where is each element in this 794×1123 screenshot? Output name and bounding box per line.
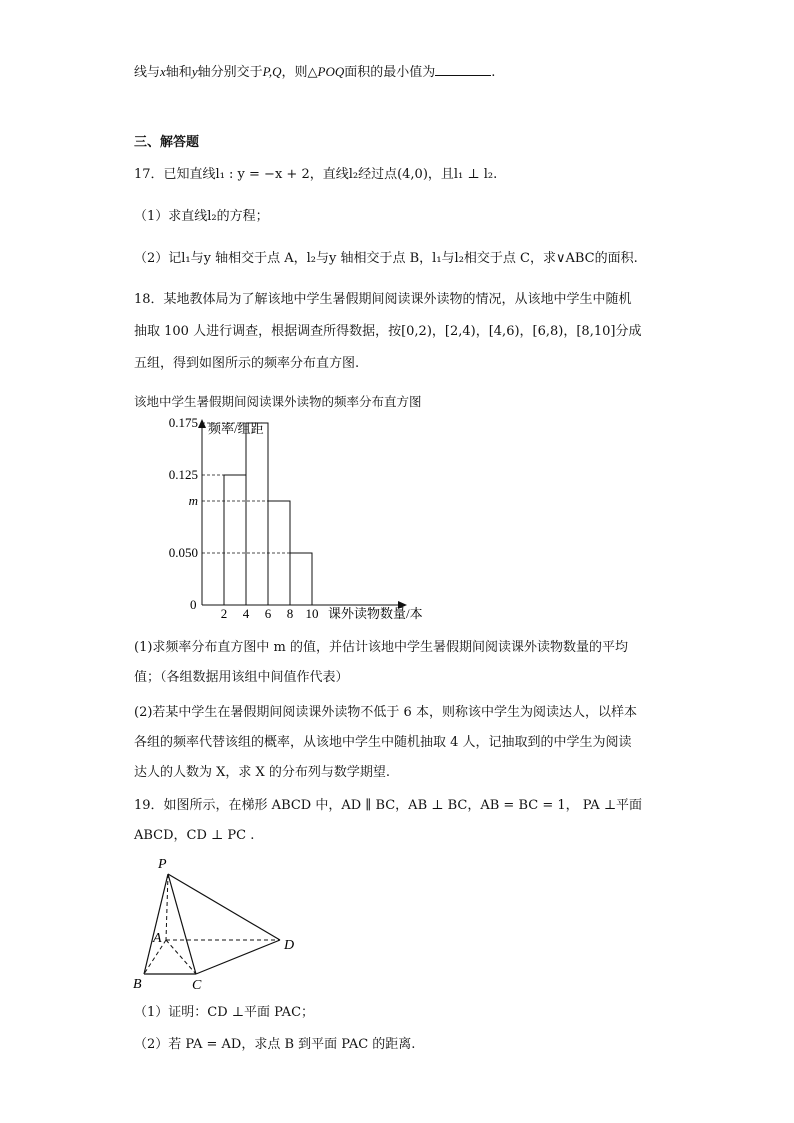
y-tick-m: m: [188, 493, 198, 508]
q18-p2-line2: 各组的频率代替该组的概率，从该地中学生中随机抽取 4 人，记抽取到的中学生为阅读: [134, 735, 632, 750]
bar-[8,10]: [290, 553, 312, 605]
answer-blank: [435, 63, 491, 76]
q17-part2: （2）记l₁与y 轴相交于点 A，l₂与y 轴相交于点 B，l₁与l₂相交于点 C，求∨ABC的面积.: [134, 251, 638, 266]
x-tick-2: 2: [220, 606, 228, 621]
edge-PC: [168, 874, 196, 974]
pyramid-figure: [128, 852, 308, 992]
q16-tail: 线与x轴和y轴分别交于P,Q，则△POQ面积的最小值为 .: [134, 64, 496, 80]
q18-p2-line1: (2)若某中学生在暑假期间阅读课外读物不低于 6 本，则称该中学生为阅读达人，以样本: [134, 705, 637, 720]
edge-PD: [168, 874, 280, 940]
x-tick-6: 6: [264, 606, 272, 621]
y-axis-arrow: [198, 419, 206, 428]
x-tick-4: 4: [242, 606, 250, 621]
section-heading: 三、解答题: [134, 135, 200, 150]
q19-line2: ABCD，CD ⊥ PC .: [134, 828, 255, 843]
q18-line2: 抽取 100 人进行调查，根据调查所得数据，按[0,2)，[2,4)，[4,6)，[6,8)，[8,10]分成: [134, 324, 642, 339]
q18-p1-line2: 值；（各组数据用该组中间值作代表）: [134, 670, 349, 685]
q17-part1: （1）求直线l₂的方程；: [134, 209, 269, 224]
x-axis-label: 课外读物数量/本: [328, 606, 423, 621]
bar-[4,6): [246, 423, 268, 605]
bar-[2,4): [224, 475, 246, 605]
q17-stem: 17．已知直线l₁ : y = −x + 2，直线l₂经过点(4,0)，且l₁ ⊥ l₂.: [134, 167, 498, 182]
edge-PB: [144, 874, 168, 974]
label-B: B: [133, 977, 142, 992]
q19-part1: （1）证明：CD ⊥平面 PAC；: [134, 1005, 315, 1020]
y-tick-0.050: 0.050: [168, 545, 198, 560]
x-tick-10: 10: [305, 606, 319, 621]
q18-line3: 五组，得到如图所示的频率分布直方图.: [134, 356, 360, 371]
label-D: D: [284, 938, 295, 953]
chart-title: 该地中学生暑假期间阅读课外读物的频率分布直方图: [134, 394, 422, 409]
origin-label: 0: [190, 597, 197, 612]
label-C: C: [192, 978, 202, 992]
q18-line1: 18．某地教体局为了解该地中学生暑假期间阅读课外读物的情况，从该地中学生中随机: [134, 292, 632, 307]
q19-part2: （2）若 PA = AD，求点 B 到平面 PAC 的距离.: [134, 1037, 416, 1052]
y-tick-0.175: 0.175: [168, 415, 198, 430]
q18-p1-line1: (1)求频率分布直方图中 m 的值，并估计该地中学生暑假期间阅读课外读物数量的平均: [134, 640, 629, 655]
y-tick-0.125: 0.125: [168, 467, 198, 482]
q18-p2-line3: 达人的人数为 X，求 X 的分布列与数学期望.: [134, 765, 391, 780]
x-tick-8: 8: [286, 606, 294, 621]
histogram: [150, 415, 470, 625]
y-axis-label: 频率/组距: [208, 421, 264, 436]
label-A: A: [153, 931, 162, 946]
edge-PA: [166, 874, 168, 940]
q19-line1: 19．如图所示，在梯形 ABCD 中，AD ∥ BC，AB ⊥ BC，AB = BC = 1， PA ⊥平面: [134, 798, 643, 813]
edge-CD: [196, 940, 280, 974]
label-P: P: [158, 857, 167, 872]
